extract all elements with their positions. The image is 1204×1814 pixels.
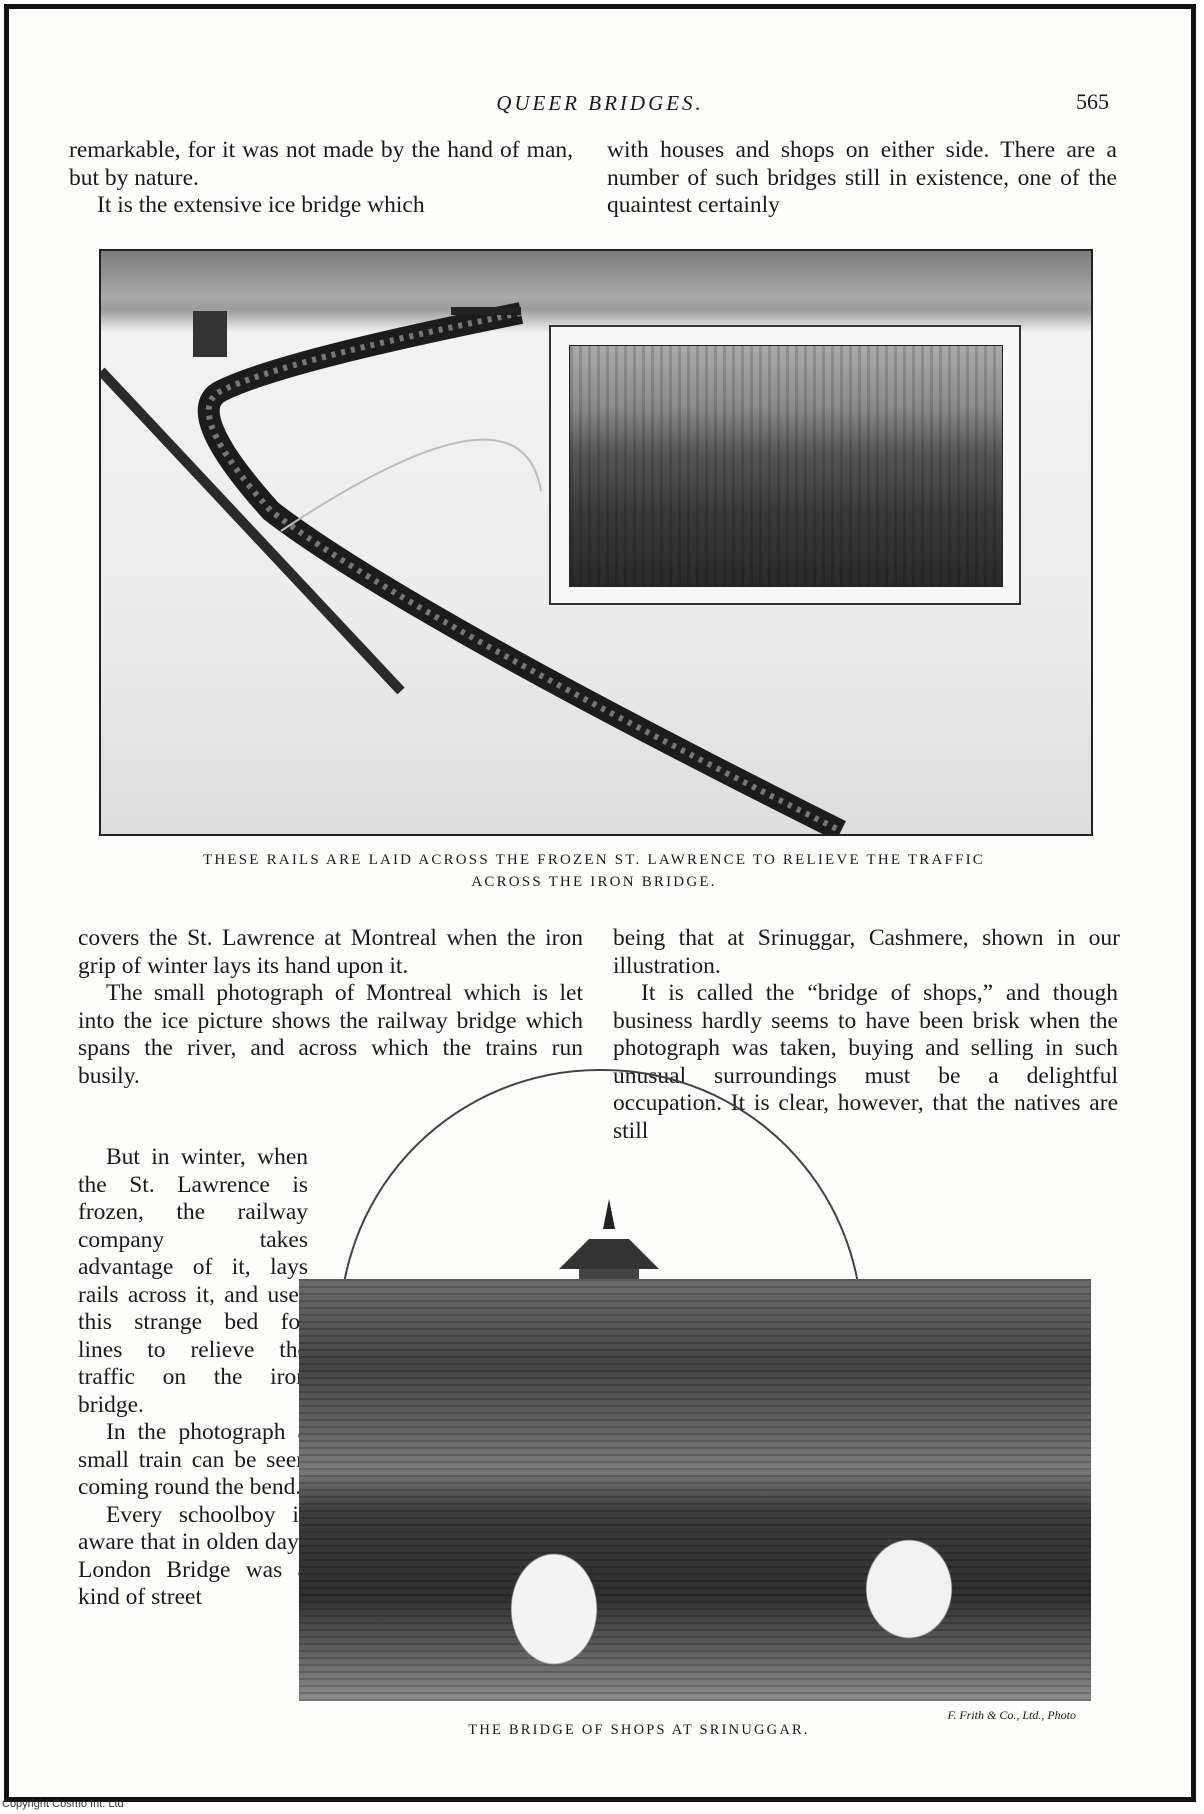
- bottom-left-column: [78, 925, 585, 1090]
- sled-marks-shape: [281, 440, 541, 531]
- bridge-of-shops-image: [299, 1279, 1091, 1701]
- paragraph: covers the St. Lawrence at Montreal when the iron grip of winter lays its hand upon it.: [78, 925, 583, 980]
- hut-shape: [193, 311, 227, 357]
- paragraph: It is called the “bridge of shops,” and though business hardly seems to have been brisk when the photograph was taken, buying and selling in such unusual surroundings must be a delightful occupation. It is clear, however, that the natives are still: [613, 980, 1118, 1145]
- photo-credit: F. Frith & Co., Ltd., Photo: [948, 1708, 1076, 1723]
- paragraph: remarkable, for it was not made by the hand of man, but by nature.: [69, 137, 573, 192]
- ice-bridge-photo: [99, 249, 1093, 836]
- paragraph: It is the extensive ice bridge which: [69, 192, 573, 220]
- caption-line: THESE RAILS ARE LAID ACROSS THE FROZEN ST. LAWRENCE TO RELIEVE THE TRAFFIC: [99, 849, 1089, 871]
- running-title: QUEER BRIDGES.: [9, 91, 1191, 116]
- paragraph: But in winter, when the St. Lawrence is frozen, the railway company takes advantage of it, lays rails across it, and uses this strange bed for lines to relieve the traffic on the iron bridge.: [78, 1144, 308, 1419]
- shops-photo-caption: THE BRIDGE OF SHOPS AT SRINUGGAR.: [389, 1719, 889, 1741]
- paragraph: being that at Srinuggar, Cashmere, shown in our illustration.: [613, 925, 1120, 980]
- paragraph: Every schoolboy is aware that in olden days London Bridge was a kind of street: [78, 1502, 308, 1612]
- ice-photo-caption: [99, 849, 1089, 893]
- paragraph: In the photograph a small train can be seen coming round the bend.: [78, 1419, 308, 1502]
- page-number: 565: [1076, 89, 1109, 115]
- montreal-city-image: [569, 345, 1003, 587]
- side-track-shape: [101, 371, 401, 691]
- bottom-left-narrow-column: [78, 1144, 308, 1612]
- montreal-inset-photo: [549, 325, 1021, 605]
- caption-line: ACROSS THE IRON BRIDGE.: [99, 871, 1089, 893]
- top-left-column: [69, 137, 573, 220]
- train-shape: [451, 307, 521, 315]
- bridge-of-shops-photo: [299, 1069, 1091, 1701]
- paragraph: with houses and shops on either side. There are a number of such bridges still in existence, one of the quaintest certainly: [607, 137, 1117, 220]
- magazine-page: [4, 4, 1196, 1802]
- paragraph: The small photograph of Montreal which is let into the ice picture shows the railway bridge which spans the river, and across which the trains run busily.: [78, 980, 583, 1090]
- copyright-notice: Copyright Cosmo Int. Ltd: [2, 1798, 124, 1810]
- top-right-column: [607, 137, 1117, 220]
